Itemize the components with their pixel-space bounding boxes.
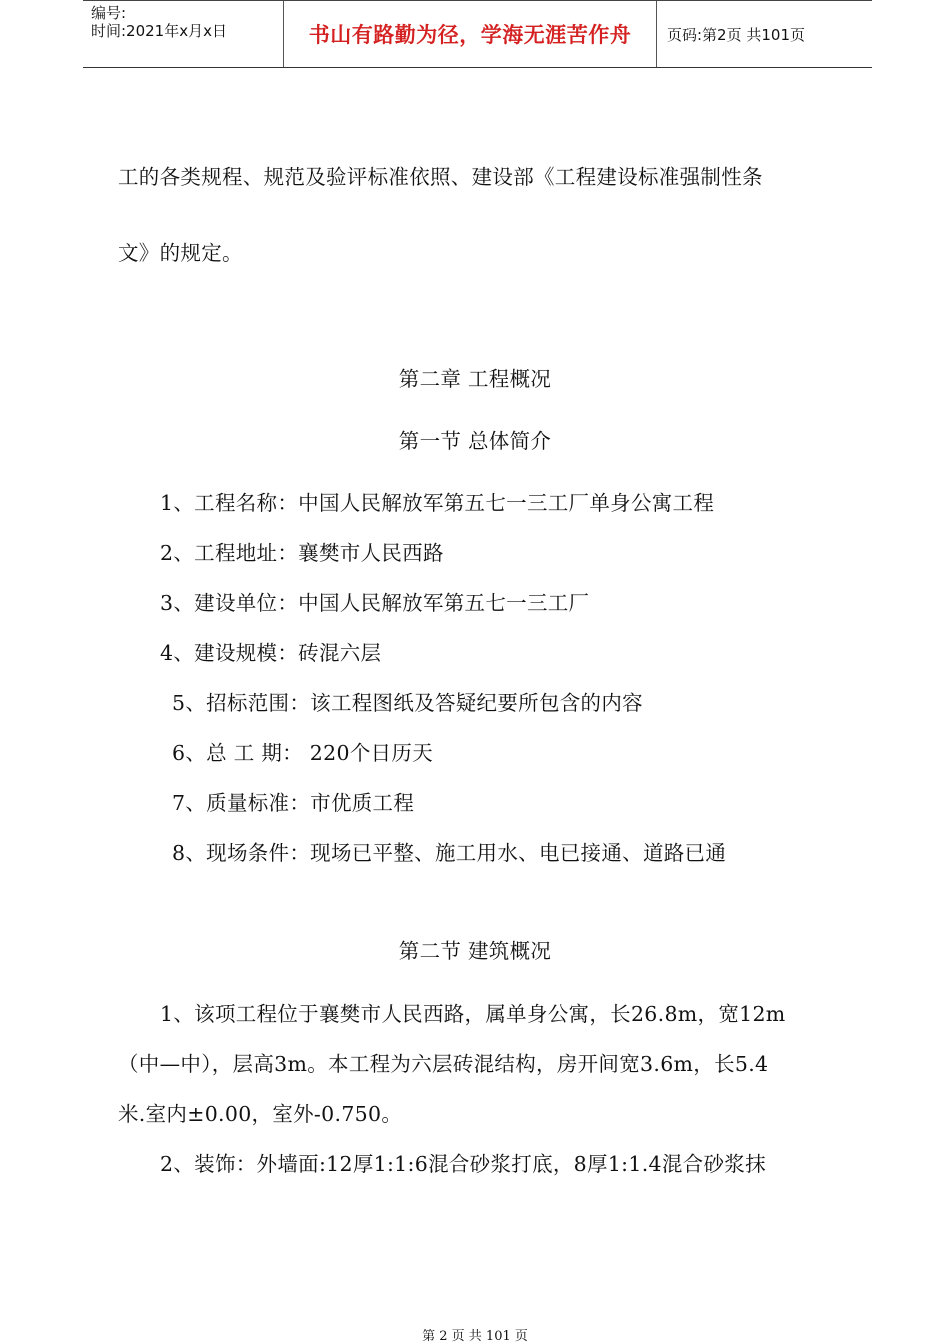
header-meta [83, 1, 284, 67]
paragraph-line: （中—中），层高3m。本工程为六层砖混结构，房开间宽3.6m，长5.4 [118, 1052, 769, 1076]
list-item: 4、建设规模：砖混六层 [160, 641, 382, 665]
paragraph-line: 米.室内±0.00，室外-0.750。 [118, 1102, 403, 1126]
page-footer: 第 2 页 共 101 页 [422, 1329, 528, 1344]
header-motto: 书山有路勤为径，学海无涯苦作舟 [284, 1, 657, 67]
chapter-title: 第二章 工程概况 [398, 367, 552, 391]
page-header [83, 0, 872, 68]
list-item: 6、总 工 期： 220个日历天 [172, 741, 434, 765]
paragraph-line: 1、该项工程位于襄樊市人民西路，属单身公寓，长26.8m，宽12m [160, 1002, 786, 1026]
header-page-number: 页码:第2页 共101页 [667, 25, 805, 44]
document-date: 时间:2021年x月x日 [91, 22, 227, 40]
section-title-1: 第一节 总体简介 [398, 429, 552, 453]
paragraph-line: 2、装饰：外墙面:12厚1:1:6混合砂浆打底，8厚1:1.4混合砂浆抹 [160, 1152, 766, 1176]
section-title-2: 第二节 建筑概况 [398, 939, 552, 963]
intro-line-2: 文》的规定。 [118, 241, 243, 265]
intro-line-1: 工的各类规程、规范及验评标准依照、建设部《工程建设标准强制性条 [118, 165, 763, 189]
list-item: 3、建设单位：中国人民解放军第五七一三工厂 [160, 591, 590, 615]
list-item: 2、工程地址：襄樊市人民西路 [160, 541, 444, 565]
list-item: 5、招标范围：该工程图纸及答疑纪要所包含的内容 [172, 691, 643, 715]
list-item: 1、工程名称：中国人民解放军第五七一三工厂单身公寓工程 [160, 491, 715, 515]
list-item: 8、现场条件：现场已平整、施工用水、电已接通、道路已通 [172, 841, 727, 865]
document-number: 编号: [91, 4, 127, 22]
list-item: 7、质量标准：市优质工程 [172, 791, 415, 815]
